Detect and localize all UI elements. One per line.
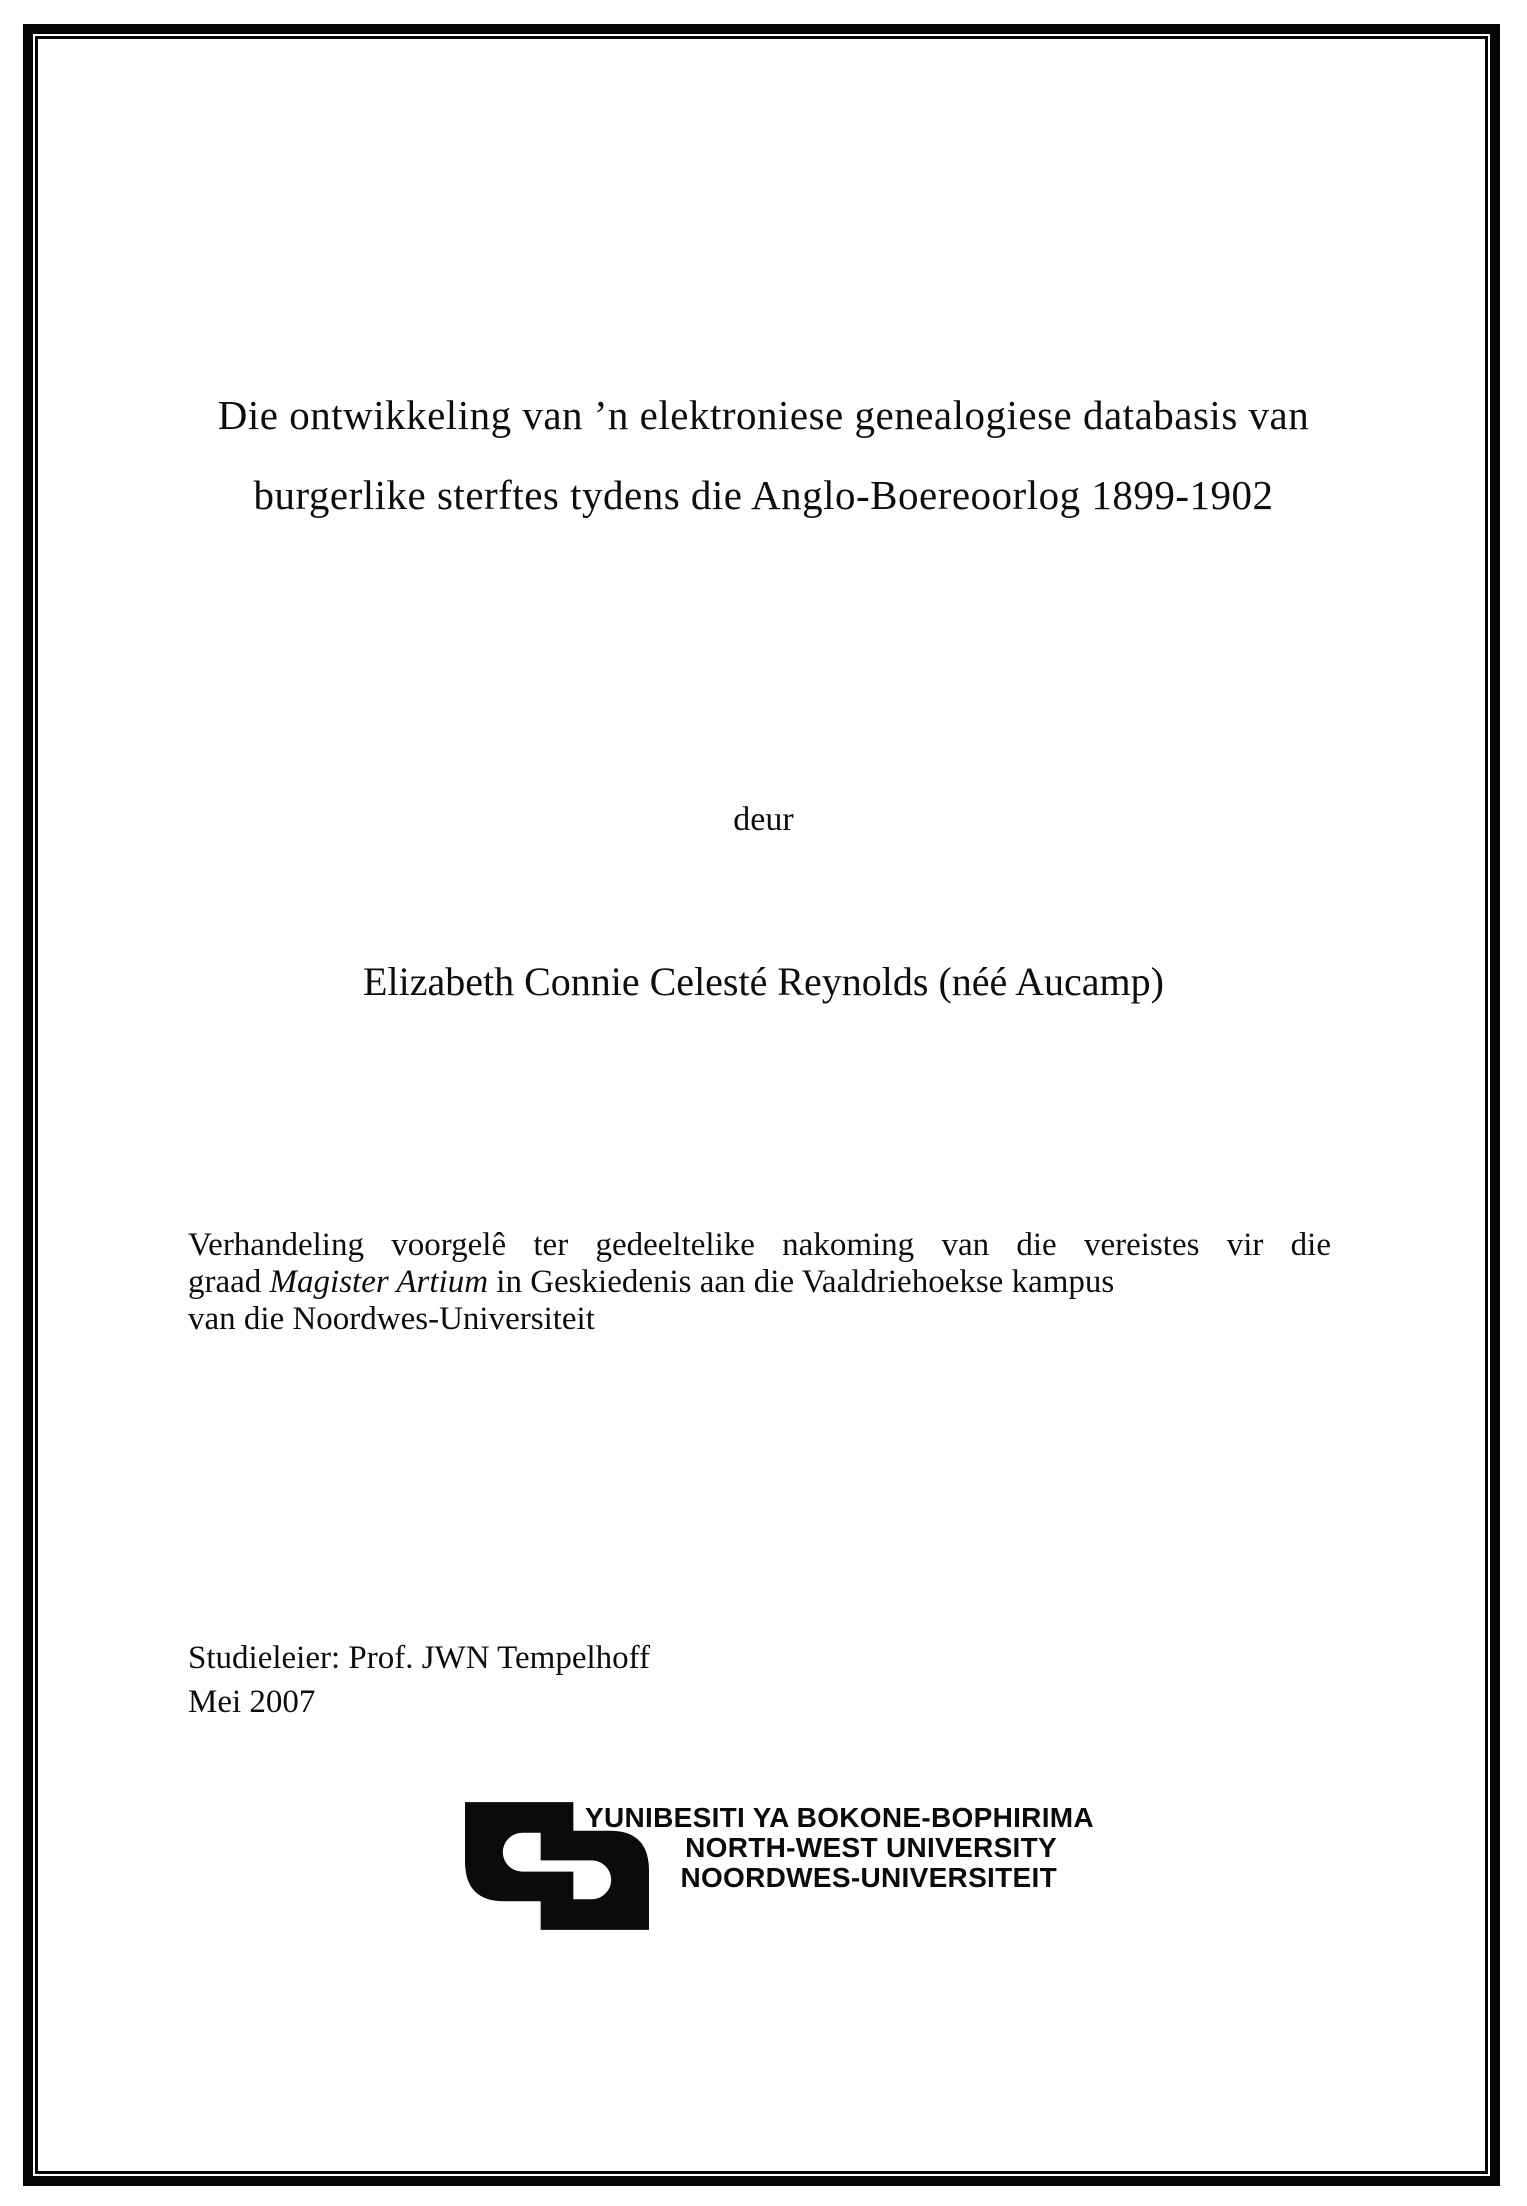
thesis-title	[120, 375, 1407, 535]
degree-statement-line2-post: in Geskiedenis aan die Vaaldriehoekse kampus	[488, 1264, 1115, 1300]
byline-deur: deur	[733, 801, 794, 838]
thesis-title-line2: burgerlike sterftes tydens die Anglo-Boereoorlog 1899-1902	[253, 472, 1274, 518]
supervisor-block	[188, 1636, 650, 1724]
date-line: Mei 2007	[188, 1684, 316, 1720]
degree-statement	[188, 1227, 1331, 1338]
thesis-title-line1: Die ontwikkeling van ’n elektroniese genealogiese databasis van	[217, 392, 1310, 438]
author-name: Elizabeth Connie Celesté Reynolds (néé Aucamp)	[363, 959, 1164, 1004]
university-name-block	[585, 1802, 1094, 1893]
degree-statement-line2-pre: graad	[188, 1264, 270, 1300]
university-name-afrikaans: NOORDWES-UNIVERSITEIT	[680, 1862, 1057, 1893]
university-name-setswana: YUNIBESITI YA BOKONE-BOPHIRIMA	[585, 1802, 1094, 1833]
supervisor-line: Studieleier: Prof. JWN Tempelhoff	[188, 1640, 651, 1676]
university-logo	[465, 1800, 1094, 1930]
degree-statement-line2	[188, 1264, 1331, 1301]
university-name-english: NORTH-WEST UNIVERSITY	[685, 1832, 1057, 1863]
degree-statement-line1: Verhandeling voorgelê ter gedeeltelike nakoming van die vereistes vir die	[188, 1227, 1331, 1263]
degree-statement-line3: van die Noordwes-Universiteit	[188, 1301, 595, 1337]
degree-name-italic: Magister Artium	[269, 1264, 489, 1300]
